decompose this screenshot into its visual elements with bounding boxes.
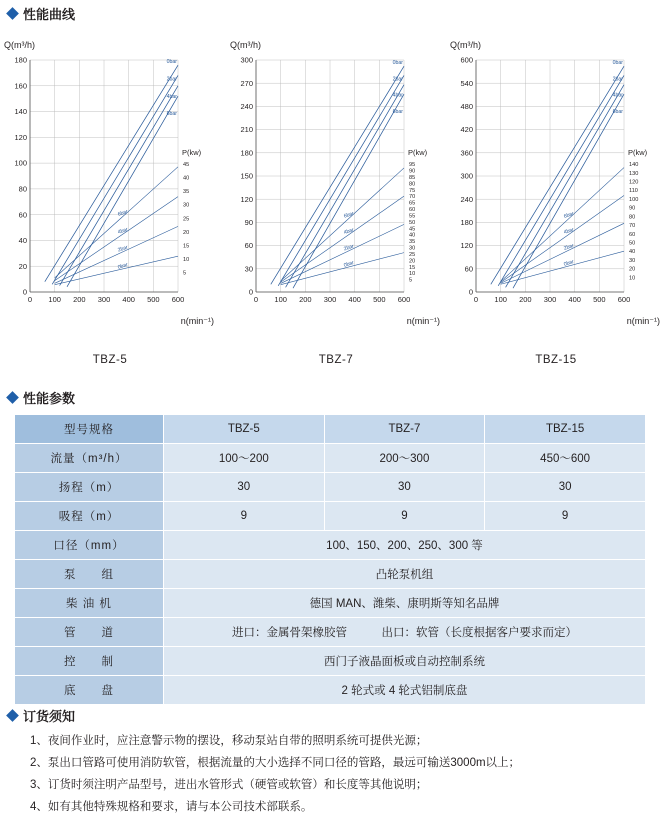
table-row <box>15 415 646 444</box>
chart-0-title: TBZ-5 <box>92 354 128 366</box>
table-row-label: 泵 组 <box>15 560 164 589</box>
svg-text:6bar: 6bar <box>166 111 177 118</box>
svg-text:P(kw): P(kw) <box>182 148 202 158</box>
svg-text:100: 100 <box>274 295 287 304</box>
section-header-order-notes <box>8 706 75 725</box>
svg-text:70: 70 <box>629 223 636 230</box>
svg-text:400: 400 <box>122 295 135 304</box>
svg-text:10: 10 <box>409 271 416 278</box>
svg-text:4bar: 4bar <box>117 226 129 236</box>
diamond-bullet-icon <box>6 709 19 722</box>
svg-text:4bar: 4bar <box>343 227 355 237</box>
svg-text:100: 100 <box>48 295 61 304</box>
svg-text:600: 600 <box>171 295 185 304</box>
table-row <box>15 502 646 531</box>
order-note-item: 4、如有其他特殊规格和要求，请与本公司技术部联系。 <box>30 801 313 813</box>
chart-tbz-7 <box>228 30 444 370</box>
svg-text:0bar: 0bar <box>612 60 623 67</box>
svg-text:180: 180 <box>460 218 473 227</box>
svg-text:35: 35 <box>409 239 416 246</box>
svg-text:500: 500 <box>373 295 386 304</box>
chart-1-xlabel: n(min⁻¹) <box>406 316 440 326</box>
svg-text:500: 500 <box>147 295 160 304</box>
svg-text:80: 80 <box>18 184 27 194</box>
svg-text:0: 0 <box>468 287 473 297</box>
svg-text:90: 90 <box>409 168 416 175</box>
svg-text:180: 180 <box>14 55 27 65</box>
svg-text:240: 240 <box>240 102 253 111</box>
svg-text:140: 140 <box>14 107 27 117</box>
chart-svg-0 <box>2 52 218 332</box>
svg-text:600: 600 <box>617 295 631 304</box>
chart-2-xlabel: n(min⁻¹) <box>626 316 660 326</box>
svg-text:30: 30 <box>244 264 253 274</box>
svg-text:0: 0 <box>248 287 253 297</box>
order-note-item: 3、订货时须注明产品型号，进出水管形式（硬管或软管）和长度等其他说明； <box>30 779 428 791</box>
svg-text:40: 40 <box>629 249 636 256</box>
svg-text:300: 300 <box>97 295 111 304</box>
svg-text:2bar: 2bar <box>117 244 129 254</box>
table-row-label: 流量（m³/h） <box>15 444 164 473</box>
table-row <box>15 618 646 647</box>
section-header-performance-curves <box>8 4 75 23</box>
svg-text:80: 80 <box>409 181 416 188</box>
order-note-item: 2、泵出口管路可使用消防软管，根据流量的大小选择不同口径的管路，最远可输送3000m以上； <box>30 757 521 769</box>
svg-text:60: 60 <box>464 264 473 274</box>
table-cell: 凸轮泵机组 <box>164 560 646 589</box>
svg-text:200: 200 <box>299 295 312 304</box>
svg-text:0bar: 0bar <box>343 259 355 269</box>
svg-text:600: 600 <box>397 295 411 304</box>
svg-text:85: 85 <box>409 174 416 181</box>
table-row <box>15 676 646 705</box>
svg-text:60: 60 <box>244 241 253 251</box>
chart-tbz-5 <box>2 30 218 370</box>
svg-text:0: 0 <box>27 295 33 304</box>
table-cell: TBZ-7 <box>324 415 485 444</box>
table-row-label: 柴 油 机 <box>15 589 164 618</box>
svg-text:4bar: 4bar <box>563 226 575 236</box>
svg-text:300: 300 <box>460 171 473 181</box>
svg-text:120: 120 <box>629 179 639 186</box>
table-cell: 100、150、200、250、300 等 <box>164 531 646 560</box>
svg-text:2bar: 2bar <box>612 76 623 83</box>
svg-text:0bar: 0bar <box>563 258 575 268</box>
svg-text:60: 60 <box>18 210 27 220</box>
section-title-order-notes: 订货须知 <box>23 709 76 724</box>
svg-text:100: 100 <box>494 295 507 304</box>
svg-text:0bar: 0bar <box>166 59 177 66</box>
table-cell: 30 <box>324 473 485 502</box>
svg-text:300: 300 <box>543 295 557 304</box>
svg-text:6bar: 6bar <box>612 109 623 116</box>
svg-text:35: 35 <box>183 189 190 196</box>
svg-text:2bar: 2bar <box>392 76 403 83</box>
svg-text:100: 100 <box>14 158 27 168</box>
svg-text:P(kw): P(kw) <box>408 148 428 158</box>
svg-text:6bar: 6bar <box>343 210 355 220</box>
svg-text:160: 160 <box>14 81 27 91</box>
table-cell: 100～200 <box>164 444 325 473</box>
table-cell: 30 <box>164 473 325 502</box>
svg-text:15: 15 <box>183 243 190 250</box>
svg-text:40: 40 <box>183 175 190 182</box>
section-title-performance-curves: 性能曲线 <box>23 7 76 22</box>
chart-1-plot <box>228 52 444 332</box>
svg-text:420: 420 <box>460 125 473 135</box>
table-cell: 450～600 <box>485 444 646 473</box>
chart-svg-2 <box>448 52 660 332</box>
svg-text:P(kw): P(kw) <box>628 148 648 158</box>
svg-text:95: 95 <box>409 162 416 169</box>
svg-text:120: 120 <box>14 132 27 142</box>
table-cell: 进口：金属骨架橡胶管 出口：软管（长度根据客户要求而定） <box>164 618 646 647</box>
chart-0-xlabel: n(min⁻¹) <box>180 316 214 326</box>
svg-text:200: 200 <box>73 295 86 304</box>
diamond-bullet-icon <box>6 7 19 20</box>
svg-text:4bar: 4bar <box>392 92 403 99</box>
svg-text:40: 40 <box>409 232 416 239</box>
svg-text:300: 300 <box>240 55 253 65</box>
section-title-performance-parameters: 性能参数 <box>23 391 76 406</box>
table-row <box>15 560 646 589</box>
svg-text:0: 0 <box>253 295 259 304</box>
svg-text:120: 120 <box>240 194 253 204</box>
svg-text:6bar: 6bar <box>563 210 575 220</box>
svg-text:10: 10 <box>183 256 190 263</box>
svg-text:0bar: 0bar <box>117 261 129 271</box>
svg-text:70: 70 <box>409 194 416 201</box>
table-cell: TBZ-15 <box>485 415 646 444</box>
svg-text:20: 20 <box>183 229 190 236</box>
svg-text:2bar: 2bar <box>343 243 355 253</box>
table-row <box>15 647 646 676</box>
svg-text:30: 30 <box>629 257 636 264</box>
chart-tbz-15 <box>448 30 660 370</box>
svg-text:4bar: 4bar <box>612 92 623 99</box>
table-row-label: 底 盘 <box>15 676 164 705</box>
svg-text:300: 300 <box>323 295 337 304</box>
svg-text:90: 90 <box>629 205 636 212</box>
svg-text:25: 25 <box>183 216 190 223</box>
svg-text:30: 30 <box>409 245 416 252</box>
table-cell: 9 <box>164 502 325 531</box>
svg-text:600: 600 <box>460 55 473 65</box>
svg-text:360: 360 <box>460 148 473 158</box>
svg-text:5: 5 <box>409 277 413 284</box>
chart-0-plot <box>2 52 218 332</box>
svg-text:500: 500 <box>593 295 606 304</box>
table-row-label: 型号规格 <box>15 415 164 444</box>
table-row <box>15 444 646 473</box>
svg-text:540: 540 <box>460 78 473 88</box>
table-row-label: 吸程（m） <box>15 502 164 531</box>
table-cell: 西门子液晶面板或自动控制系统 <box>164 647 646 676</box>
svg-text:400: 400 <box>568 295 581 304</box>
table-cell: 9 <box>485 502 646 531</box>
svg-text:240: 240 <box>460 194 473 204</box>
svg-text:200: 200 <box>519 295 532 304</box>
svg-text:50: 50 <box>629 240 636 247</box>
svg-text:20: 20 <box>629 266 636 273</box>
table-row-label: 管 道 <box>15 618 164 647</box>
table-row-label: 口径（mm） <box>15 531 164 560</box>
table-row-label: 控 制 <box>15 647 164 676</box>
svg-text:100: 100 <box>629 196 639 203</box>
table-row-label: 扬程（m） <box>15 473 164 502</box>
svg-text:65: 65 <box>409 200 416 207</box>
table-cell: 200～300 <box>324 444 485 473</box>
svg-text:75: 75 <box>409 187 416 194</box>
table-row <box>15 531 646 560</box>
table-cell: 德国 MAN、潍柴、康明斯等知名品牌 <box>164 589 646 618</box>
svg-text:55: 55 <box>409 213 416 220</box>
svg-text:480: 480 <box>460 102 473 111</box>
svg-text:2bar: 2bar <box>563 242 575 252</box>
svg-text:25: 25 <box>409 251 416 258</box>
chart-1-title: TBZ-7 <box>318 354 354 366</box>
svg-text:150: 150 <box>240 171 253 181</box>
table-cell: TBZ-5 <box>164 415 325 444</box>
svg-text:110: 110 <box>629 188 638 195</box>
svg-text:90: 90 <box>244 218 253 227</box>
chart-2-title: TBZ-15 <box>535 354 577 366</box>
svg-text:400: 400 <box>348 295 361 304</box>
table-cell: 9 <box>324 502 485 531</box>
table-row <box>15 473 646 502</box>
diamond-bullet-icon <box>6 391 19 404</box>
chart-1-ylabel: Q(m³/h) <box>230 40 261 50</box>
svg-text:45: 45 <box>409 226 416 233</box>
performance-parameters-table <box>14 414 646 705</box>
svg-text:120: 120 <box>460 241 473 251</box>
svg-text:30: 30 <box>183 202 190 209</box>
svg-text:15: 15 <box>409 264 416 271</box>
section-header-performance-parameters <box>8 388 75 407</box>
order-note-item: 1、夜间作业时，应注意警示物的摆设，移动泵站自带的照明系统可提供光源； <box>30 735 428 747</box>
svg-text:130: 130 <box>629 170 639 177</box>
svg-text:0: 0 <box>473 295 479 304</box>
order-notes-list <box>30 730 644 818</box>
svg-text:60: 60 <box>409 207 416 214</box>
svg-text:5: 5 <box>183 270 187 277</box>
svg-text:20: 20 <box>18 261 27 271</box>
svg-text:80: 80 <box>629 214 636 221</box>
performance-charts <box>0 30 660 370</box>
svg-text:210: 210 <box>240 125 253 135</box>
svg-text:20: 20 <box>409 258 416 265</box>
chart-0-ylabel: Q(m³/h) <box>4 40 35 50</box>
chart-svg-1 <box>228 52 444 332</box>
table-row <box>15 589 646 618</box>
svg-text:40: 40 <box>18 236 27 246</box>
svg-text:4bar: 4bar <box>166 93 177 100</box>
svg-text:270: 270 <box>240 78 253 88</box>
svg-text:0bar: 0bar <box>392 60 403 67</box>
svg-text:6bar: 6bar <box>392 109 403 116</box>
svg-text:6bar: 6bar <box>117 208 129 218</box>
svg-text:10: 10 <box>629 275 636 282</box>
svg-text:60: 60 <box>629 231 636 238</box>
svg-text:140: 140 <box>629 162 639 169</box>
table-cell: 2 轮式或 4 轮式铝制底盘 <box>164 676 646 705</box>
svg-text:45: 45 <box>183 162 190 169</box>
svg-text:2bar: 2bar <box>166 76 177 83</box>
svg-text:0: 0 <box>22 287 27 297</box>
svg-text:50: 50 <box>409 219 416 226</box>
svg-text:180: 180 <box>240 148 253 158</box>
table-cell: 30 <box>485 473 646 502</box>
chart-2-plot <box>448 52 660 332</box>
chart-2-ylabel: Q(m³/h) <box>450 40 481 50</box>
